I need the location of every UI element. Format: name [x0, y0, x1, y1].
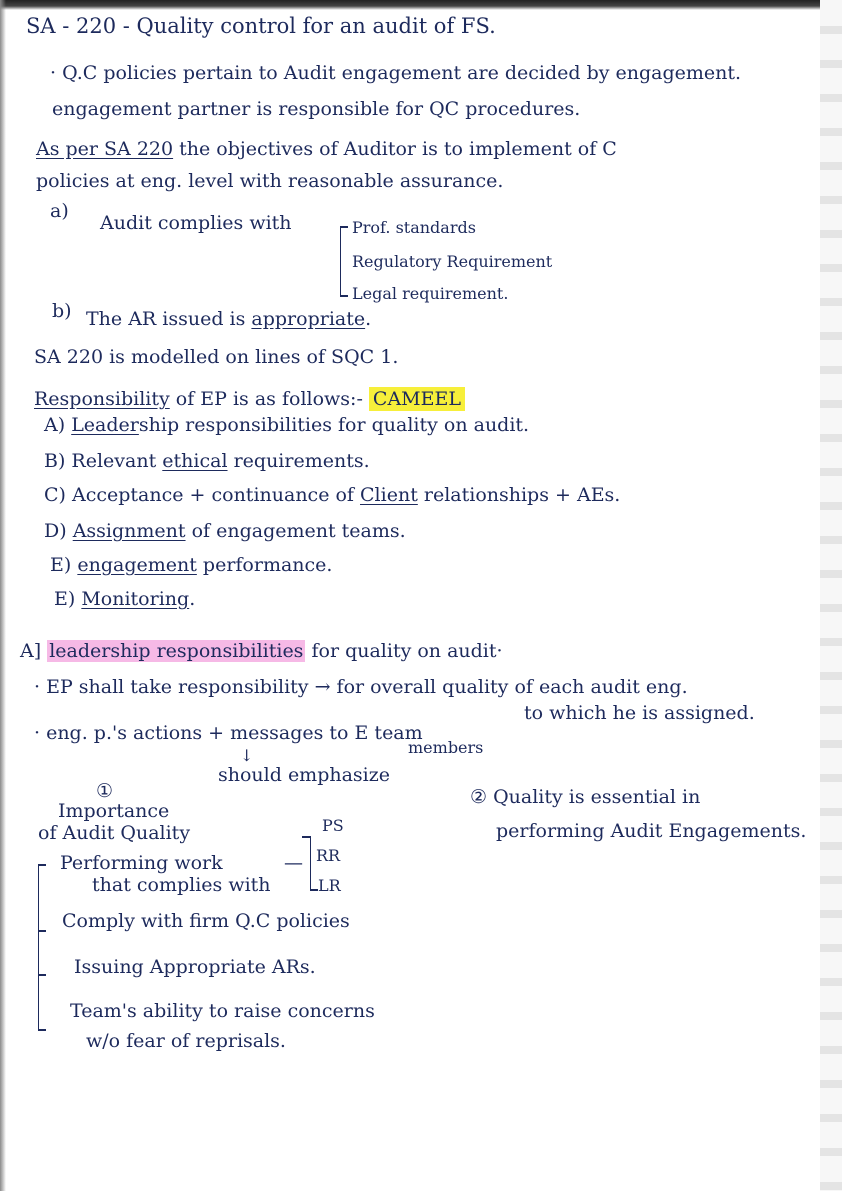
- objective-a-text: Audit complies with: [100, 212, 292, 234]
- resp-item-text: of engagement teams.: [191, 520, 406, 542]
- intro-line-2: engagement partner is responsible for QC procedures.: [52, 98, 581, 120]
- objective-a-item-2: Regulatory Requirement: [352, 252, 553, 271]
- resp-item-underlined: Assignment: [72, 520, 186, 542]
- resp-item-label: B): [44, 450, 66, 472]
- objectives-prefix: As per SA 220: [36, 138, 174, 160]
- sub-firm-policies: Comply with firm Q.C policies: [62, 910, 350, 932]
- resp-item-text: .: [189, 588, 196, 610]
- page-title: SA - 220 - Quality control for an audit of FS.: [26, 14, 496, 38]
- point-1-line-1: Importance: [58, 800, 170, 822]
- objectives-line-2: policies at eng. level with reasonable assurance.: [36, 170, 504, 192]
- point-1-line-2: of Audit Quality: [38, 822, 191, 844]
- section-a-bullet-2-cont: members: [408, 738, 484, 757]
- codes-tick-bottom: [310, 889, 318, 891]
- resp-item-text: requirements.: [233, 450, 370, 472]
- sub-bracket-tick-3: [38, 974, 46, 976]
- objective-a-label: a): [50, 200, 69, 222]
- resp-item-text: performance.: [202, 554, 333, 576]
- codes-tick-top: [302, 836, 310, 838]
- sub-work-dash: —: [284, 852, 303, 874]
- objective-b-text: [86, 308, 371, 330]
- resp-item-d: [44, 520, 406, 542]
- codes-bracket: [310, 836, 311, 890]
- objective-a-item-1: Prof. standards: [352, 218, 476, 237]
- should-emphasize: should emphasize: [218, 764, 391, 786]
- section-a-heading-rest: for quality on audit·: [311, 640, 503, 662]
- down-arrow: ↓: [240, 746, 254, 765]
- sub-bracket-tick-2: [38, 930, 46, 932]
- objective-b-appropriate: appropriate: [251, 308, 366, 330]
- resp-item-text: relationships + AEs.: [423, 484, 621, 506]
- responsibility-line: [34, 388, 465, 410]
- resp-item-f: [54, 588, 195, 610]
- section-a-bullet-1-cont: to which he is assigned.: [524, 702, 755, 724]
- resp-item-b: [44, 450, 370, 472]
- objective-a-item-3: Legal requirement.: [352, 284, 509, 303]
- sub-bracket-tick-1: [38, 864, 46, 866]
- section-a-bullet-2: · eng. p.'s actions + messages to E team: [34, 722, 423, 744]
- resp-item-label: D): [44, 520, 67, 542]
- objective-b-post: .: [365, 308, 372, 330]
- objectives-line-1-rest: the objectives of Auditor is to implement of C: [179, 138, 617, 160]
- objective-b-pre: The AR issued is: [86, 308, 246, 330]
- code-rr: RR: [316, 846, 341, 865]
- section-a-highlight: leadership responsibilities: [49, 640, 304, 662]
- sub-work-line-1: Performing work: [60, 852, 223, 874]
- page-top-shadow: [0, 0, 842, 10]
- code-lr: LR: [318, 876, 341, 895]
- resp-item-label: C): [44, 484, 66, 506]
- sub-team-line-1: Team's ability to raise concerns: [70, 1000, 375, 1022]
- resp-item-a: [44, 414, 529, 436]
- resp-item-pre: Acceptance + continuance of: [72, 484, 354, 506]
- resp-item-underlined: Monitoring: [81, 588, 190, 610]
- objective-a-bracket: [340, 226, 341, 296]
- sub-bracket-tick-4: [38, 1029, 46, 1031]
- mnemonic-badge: CAMEEL: [369, 387, 465, 411]
- resp-item-pre: Relevant: [71, 450, 157, 472]
- sub-issuing-ars: Issuing Appropriate ARs.: [74, 956, 316, 978]
- code-ps: PS: [322, 816, 344, 835]
- section-a-label: A]: [20, 640, 42, 662]
- resp-item-e: [50, 554, 332, 576]
- sqc-line: SA 220 is modelled on lines of SQC 1.: [34, 346, 399, 368]
- intro-line-1: · Q.C policies pertain to Audit engagement are decided by engagement.: [50, 62, 742, 84]
- resp-item-label: E): [54, 588, 76, 610]
- resp-item-underlined: ethical: [162, 450, 228, 472]
- point-2-line-1: ② Quality is essential in: [470, 786, 701, 808]
- objective-b-label: b): [52, 300, 72, 322]
- resp-item-underlined: Leader: [71, 414, 139, 436]
- resp-item-c: [44, 484, 620, 506]
- bracket-tick-top: [340, 226, 348, 228]
- resp-item-underlined: Client: [360, 484, 418, 506]
- section-a-heading: [20, 640, 503, 662]
- objectives-line-1: [36, 138, 617, 160]
- resp-item-underlined: engagement: [77, 554, 197, 576]
- page-left-edge: [0, 0, 6, 1191]
- resp-item-label: E): [50, 554, 72, 576]
- resp-item-text: ship responsibilities for quality on audit.: [138, 414, 530, 436]
- page-binding-edge: [820, 0, 842, 1191]
- sub-items-bracket: [38, 864, 39, 1030]
- point-1-number: ①: [96, 780, 114, 802]
- resp-item-label: A): [44, 414, 66, 436]
- section-a-bullet-1: · EP shall take responsibility → for overall quality of each audit eng.: [34, 676, 688, 698]
- point-2-line-2: performing Audit Engagements.: [496, 820, 807, 842]
- bracket-tick-bottom: [340, 295, 348, 297]
- sub-team-line-2: w/o fear of reprisals.: [86, 1030, 286, 1052]
- responsibility-rest: of EP is as follows:-: [175, 388, 363, 410]
- sub-work-line-2: that complies with: [92, 874, 271, 896]
- responsibility-word: Responsibility: [34, 388, 170, 410]
